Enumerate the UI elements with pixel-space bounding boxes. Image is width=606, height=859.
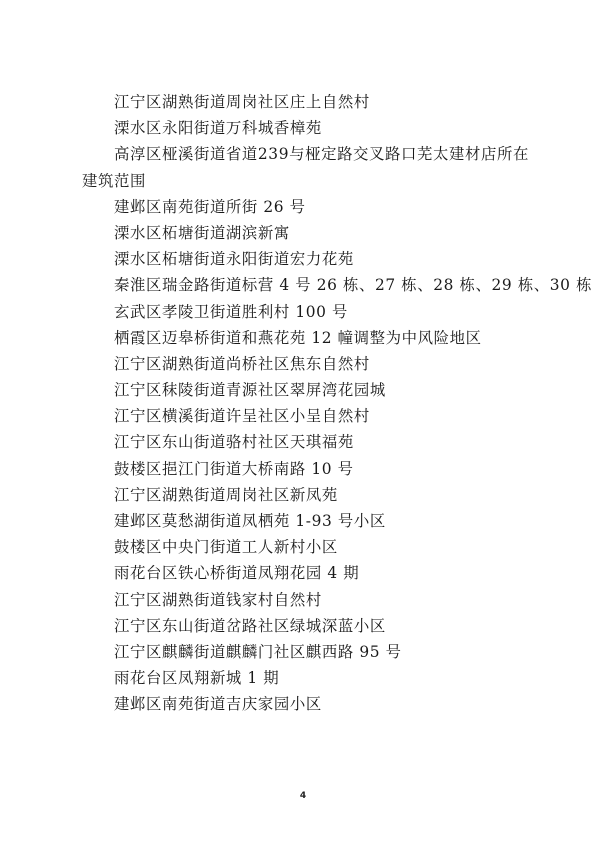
address-list [82,89,593,718]
list-item: 建邺区南苑街道吉庆家园小区 [114,695,322,714]
list-item: 高淳区桠溪街道省道239与桠定路交叉路口芜太建材店所在建筑范围 [82,145,529,190]
list-item: 江宁区东山街道骆村社区天琪福苑 [114,433,354,452]
list-item: 溧水区永阳街道万科城香樟苑 [114,119,322,138]
list-item: 溧水区柘塘街道永阳街道宏力花苑 [114,250,354,269]
list-item: 建邺区南苑街道所街 26 号 [114,197,306,216]
list-item: 雨花台区铁心桥街道凤翔花园 4 期 [114,564,360,583]
list-item: 鼓楼区中央门街道工人新村小区 [114,538,338,557]
list-item: 江宁区湖熟街道周岗社区新凤苑 [114,485,338,504]
list-item: 建邺区莫愁湖街道凤栖苑 1-93 号小区 [114,512,386,531]
list-item: 江宁区湖熟街道周岗社区庄上自然村 [114,93,370,111]
list-item: 雨花台区凤翔新城 1 期 [114,669,280,688]
list-item: 江宁区麒麟街道麒麟门社区麒西路 95 号 [114,642,402,661]
list-item: 秦淮区瑞金路街道标营 4 号 26 栋、27 栋、28 栋、29 栋、30 栋 [114,276,593,295]
list-item: 栖霞区迈皋桥街道和燕花苑 12 幢调整为中风险地区 [114,328,482,347]
list-item: 江宁区横溪街道许呈社区小呈自然村 [114,407,370,426]
list-item: 江宁区湖熟街道尚桥社区焦东自然村 [114,354,370,373]
list-item: 江宁区秣陵街道青源社区翠屏湾花园城 [114,381,386,400]
list-item: 江宁区东山街道岔路社区绿城深蓝小区 [114,616,386,635]
list-item: 溧水区柘塘街道湖滨新寓 [114,223,290,242]
list-item: 玄武区孝陵卫街道胜利村 100 号 [114,302,349,321]
page-number: 4 [299,791,307,801]
list-item: 江宁区湖熟街道钱家村自然村 [114,590,322,609]
list-item: 鼓楼区挹江门街道大桥南路 10 号 [114,459,354,478]
